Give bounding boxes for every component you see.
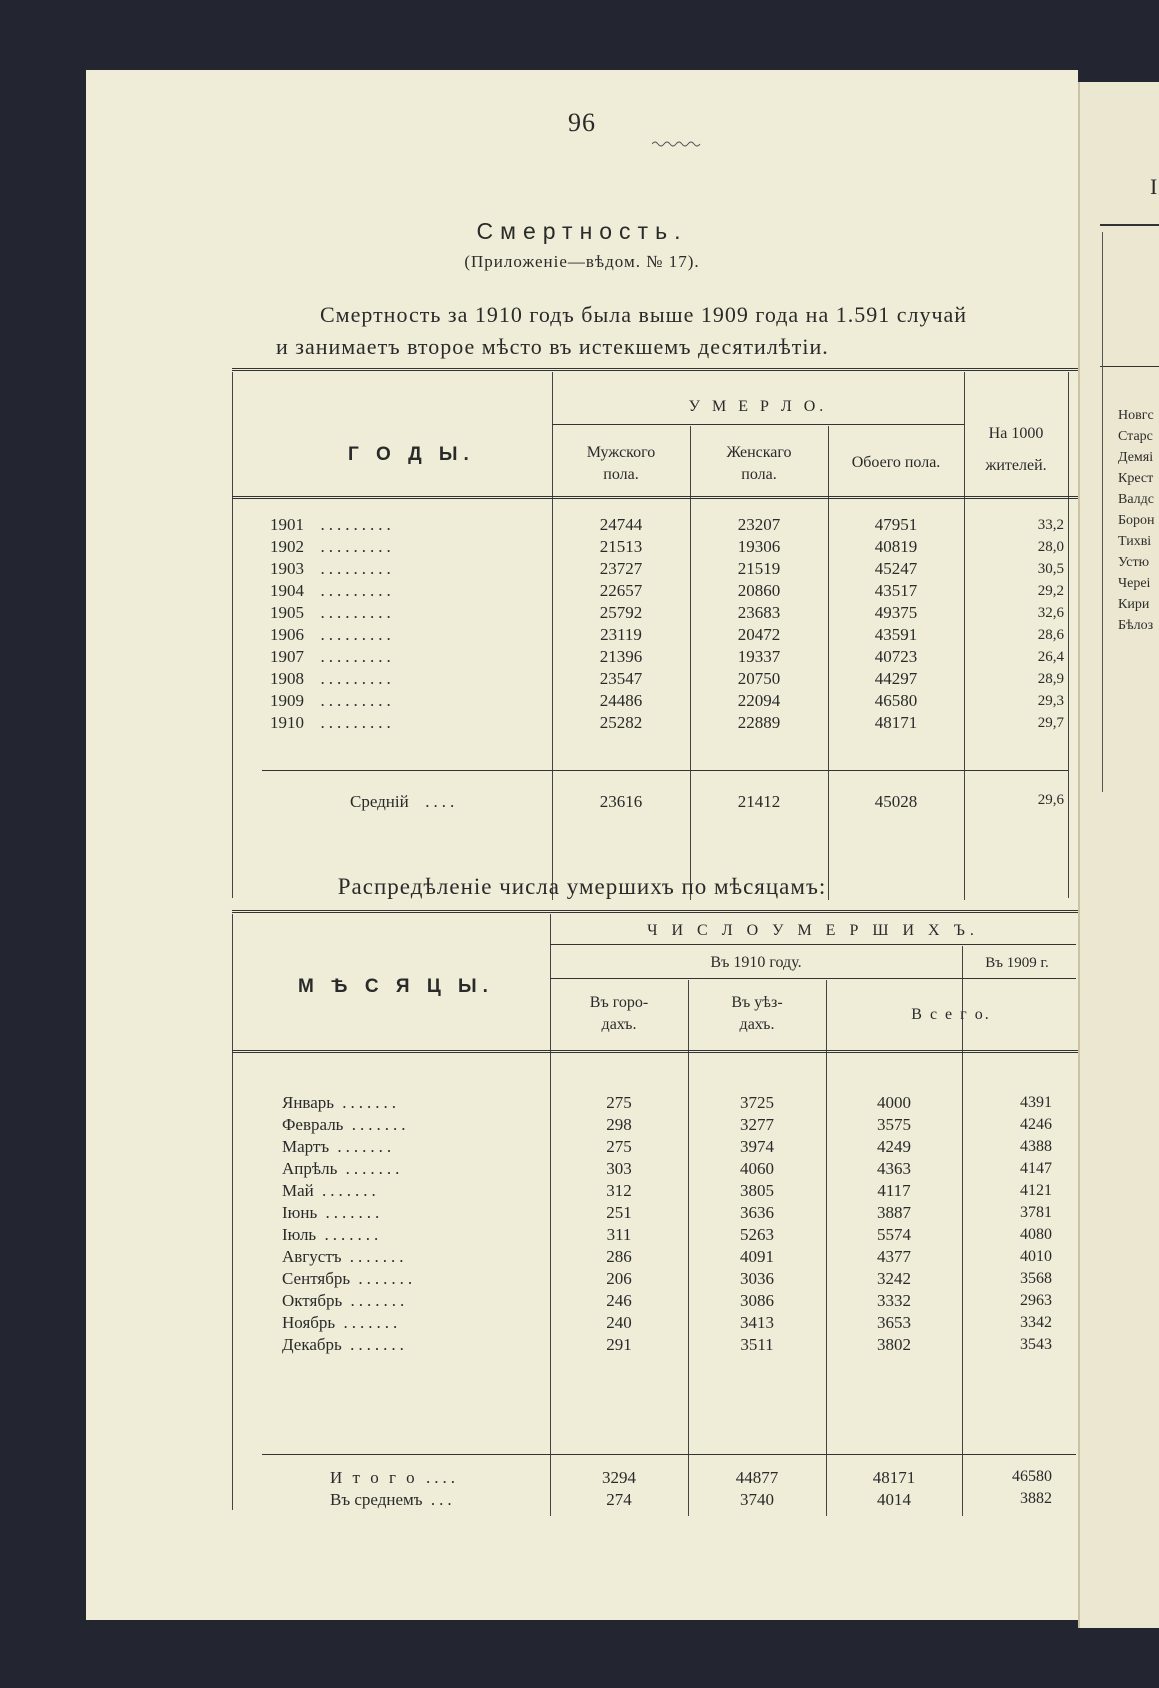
total-row-label: И т о г о .... <box>330 1468 459 1487</box>
subheader-1910: Въ 1910 году. <box>710 954 802 971</box>
cell-1909: 3543 <box>1020 1336 1052 1353</box>
table-rule <box>552 770 1068 771</box>
cell-both: 43591 <box>874 625 918 644</box>
cell-1909: 4121 <box>1020 1182 1052 1199</box>
cell-total: 3242 <box>877 1269 911 1288</box>
cell-districts: 3086 <box>740 1291 774 1310</box>
cell-total: 3575 <box>877 1115 911 1134</box>
col-female-header: Женскаго пола. <box>726 444 792 483</box>
cell-per1000: 32,6 <box>1037 605 1064 621</box>
cell-towns: 206 <box>606 1269 632 1288</box>
col-months-header: М Ѣ С Я Ц Ы. <box>298 976 494 997</box>
year-label: 1908 ......... <box>270 669 395 688</box>
col-towns-header: Въ горо- дахъ. <box>589 994 649 1033</box>
cell-1909: 2963 <box>1020 1292 1052 1309</box>
month-label: Январь ....... <box>282 1093 401 1112</box>
cell-total: 4377 <box>877 1247 911 1266</box>
cell-male: 23119 <box>600 625 642 644</box>
section2-title: Распредѣленіе числа умершихъ по мѣсяцамъ: <box>337 874 827 899</box>
month-label: Декабрь ....... <box>282 1335 408 1354</box>
cell-per1000: 29,3 <box>1037 693 1064 709</box>
cell-1909: 3342 <box>1020 1314 1052 1331</box>
cell-per1000: 29,7 <box>1037 715 1064 731</box>
cell-total: 3653 <box>877 1313 911 1332</box>
cell-districts: 3277 <box>740 1115 774 1134</box>
table-rule <box>232 1050 1078 1053</box>
next-page-row: Борон <box>1118 513 1155 528</box>
month-label: Іюль ....... <box>282 1225 383 1244</box>
total-total: 48171 <box>872 1468 916 1487</box>
next-page-vline <box>1102 232 1103 792</box>
cell-female: 23683 <box>737 603 781 622</box>
total-districts: 44877 <box>735 1468 779 1487</box>
cell-1909: 4147 <box>1020 1160 1052 1177</box>
next-page-row: Череі <box>1118 576 1151 591</box>
year-label: 1905 ......... <box>270 603 395 622</box>
next-page-row: Новгс <box>1118 408 1154 423</box>
month-label: Мартъ ....... <box>282 1137 396 1156</box>
cell-male: 21396 <box>599 647 643 666</box>
average-female: 21412 <box>737 792 781 811</box>
cell-districts: 3413 <box>740 1313 774 1332</box>
year-label: 1902 ......... <box>270 537 395 556</box>
next-page-row: Старс <box>1118 429 1153 444</box>
col-per1000-header: На 1000 жителей. <box>985 425 1047 474</box>
cell-female: 23207 <box>737 515 781 534</box>
cell-male: 23547 <box>599 669 643 688</box>
cell-per1000: 30,5 <box>1037 561 1064 577</box>
month-label: Октябрь ....... <box>282 1291 409 1310</box>
month-label: Май ....... <box>282 1181 380 1200</box>
month-label: Апрѣль ....... <box>282 1159 404 1178</box>
total-1909: 46580 <box>1012 1468 1052 1485</box>
table-rule <box>232 496 1078 499</box>
table-rule <box>552 424 964 425</box>
year-label: 1907 ......... <box>270 647 395 666</box>
avg-1909: 3882 <box>1020 1490 1052 1507</box>
next-page-row: Крест <box>1118 471 1154 486</box>
cell-female: 20750 <box>737 669 781 688</box>
group-header-died: У М Е Р Л О. <box>688 398 828 415</box>
next-page-row: Кири <box>1118 597 1150 612</box>
page-number: 96 <box>568 108 596 137</box>
cell-1909: 4010 <box>1020 1248 1052 1265</box>
cell-districts: 4060 <box>740 1159 774 1178</box>
cell-1909: 4391 <box>1020 1094 1052 1111</box>
cell-female: 21519 <box>737 559 781 578</box>
cell-districts: 4091 <box>740 1247 774 1266</box>
cell-both: 48171 <box>874 713 918 732</box>
average-per1000: 29,6 <box>1037 792 1064 808</box>
cell-districts: 3036 <box>740 1269 774 1288</box>
next-page-row: Тихві <box>1118 534 1152 549</box>
cell-per1000: 28,9 <box>1037 671 1064 687</box>
cell-both: 45247 <box>874 559 918 578</box>
cell-per1000: 28,6 <box>1037 627 1064 643</box>
col-both-header: Обоего пола. <box>851 454 941 471</box>
page-title: Смертность. <box>476 218 688 244</box>
cell-male: 24744 <box>599 515 643 534</box>
cell-towns: 291 <box>606 1335 632 1354</box>
next-page-row: Валдс <box>1118 492 1154 507</box>
cell-male: 24486 <box>599 691 643 710</box>
cell-towns: 275 <box>606 1093 632 1112</box>
month-label: Сентябрь ....... <box>282 1269 417 1288</box>
avg-row-label: Въ среднемъ ... <box>330 1490 456 1509</box>
cell-total: 4249 <box>877 1137 911 1156</box>
cell-towns: 246 <box>606 1291 632 1310</box>
year-label: 1903 ......... <box>270 559 395 578</box>
cell-female: 19306 <box>737 537 781 556</box>
cell-1909: 3781 <box>1020 1204 1052 1221</box>
next-page-rule <box>1100 366 1159 367</box>
cell-both: 44297 <box>874 669 918 688</box>
cell-1909: 3568 <box>1020 1270 1052 1287</box>
next-page-rule <box>1100 224 1159 226</box>
year-label: 1906 ......... <box>270 625 395 644</box>
cell-both: 40723 <box>874 647 918 666</box>
cell-total: 4117 <box>877 1181 911 1200</box>
cell-female: 20472 <box>737 625 781 644</box>
cell-male: 22657 <box>599 581 643 600</box>
next-page-row: Бѣлоз <box>1118 618 1154 633</box>
cell-towns: 275 <box>606 1137 632 1156</box>
month-label: Февраль ....... <box>282 1115 410 1134</box>
year-label: 1909 ......... <box>270 691 395 710</box>
total-towns: 3294 <box>602 1468 636 1487</box>
cell-per1000: 28,0 <box>1037 539 1064 555</box>
cell-both: 43517 <box>874 581 918 600</box>
document-page <box>86 70 1078 1620</box>
avg-districts: 3740 <box>740 1490 774 1509</box>
table-rule <box>232 368 1078 371</box>
table-rule <box>550 978 1076 979</box>
cell-towns: 298 <box>606 1115 632 1134</box>
average-male: 23616 <box>599 792 643 811</box>
page-subtitle: (Приложеніе—вѣдом. № 17). <box>464 252 700 271</box>
cell-both: 46580 <box>874 691 918 710</box>
cell-districts: 3974 <box>740 1137 774 1156</box>
cell-total: 4363 <box>877 1159 911 1178</box>
cell-towns: 240 <box>606 1313 632 1332</box>
next-page-edge <box>1078 82 1159 1628</box>
group-header-deaths: Ч И С Л О У М Е Р Ш И Х Ъ. <box>647 922 979 939</box>
table-rule <box>232 910 1078 913</box>
table-border <box>232 372 233 898</box>
table-rule <box>550 944 1076 945</box>
cell-male: 25792 <box>599 603 643 622</box>
table-rule <box>262 770 552 771</box>
cell-1909: 4246 <box>1020 1116 1052 1133</box>
cell-districts: 3725 <box>740 1093 774 1112</box>
average-label: Средній .... <box>350 792 459 811</box>
table-border <box>232 914 233 1510</box>
col-male-header: Мужского пола. <box>586 444 656 483</box>
cell-both: 49375 <box>874 603 918 622</box>
cell-female: 22094 <box>737 691 781 710</box>
cell-districts: 5263 <box>740 1225 774 1244</box>
avg-towns: 274 <box>606 1490 632 1509</box>
year-label: 1901 ......... <box>270 515 395 534</box>
cell-both: 40819 <box>874 537 918 556</box>
col-districts-header: Въ уѣз- дахъ. <box>731 994 783 1033</box>
cell-per1000: 26,4 <box>1037 649 1064 665</box>
cell-female: 22889 <box>737 713 781 732</box>
squiggle-ornament <box>652 140 702 148</box>
table-border <box>1068 372 1069 898</box>
cell-towns: 251 <box>606 1203 632 1222</box>
cell-1909: 4080 <box>1020 1226 1052 1243</box>
month-label: Августъ ....... <box>282 1247 408 1266</box>
cell-districts: 3805 <box>740 1181 774 1200</box>
cell-1909: 4388 <box>1020 1138 1052 1155</box>
cell-male: 25282 <box>599 713 643 732</box>
cell-per1000: 29,2 <box>1037 583 1064 599</box>
cell-per1000: 33,2 <box>1037 517 1064 533</box>
cell-male: 21513 <box>599 537 643 556</box>
cell-total: 3332 <box>877 1291 911 1310</box>
paragraph-line-1: Смертность за 1910 годъ была выше 1909 года на 1.591 случай <box>320 302 968 327</box>
next-page-row: Демяі <box>1118 450 1154 465</box>
next-page-letter: I <box>1150 174 1158 199</box>
table-rule <box>262 1454 1076 1455</box>
year-label: 1904 ......... <box>270 581 395 600</box>
month-label: Іюнь ....... <box>282 1203 384 1222</box>
average-both: 45028 <box>874 792 918 811</box>
subheader-1909: Въ 1909 г. <box>985 955 1049 971</box>
cell-towns: 312 <box>606 1181 632 1200</box>
cell-districts: 3636 <box>740 1203 774 1222</box>
cell-total: 4000 <box>877 1093 911 1112</box>
cell-total: 5574 <box>877 1225 911 1244</box>
month-label: Ноябрь ....... <box>282 1313 402 1332</box>
cell-total: 3887 <box>877 1203 911 1222</box>
col-total-header: В с е г о. <box>911 1006 991 1023</box>
cell-total: 3802 <box>877 1335 911 1354</box>
cell-districts: 3511 <box>740 1335 774 1354</box>
avg-total: 4014 <box>877 1490 911 1509</box>
col-years-header: Г О Д Ы. <box>348 444 475 465</box>
cell-towns: 286 <box>606 1247 632 1266</box>
cell-towns: 311 <box>606 1225 632 1244</box>
cell-towns: 303 <box>606 1159 632 1178</box>
cell-male: 23727 <box>599 559 643 578</box>
paragraph-line-2: и занимаетъ второе мѣсто въ истекшемъ десятилѣтіи. <box>276 334 829 359</box>
cell-female: 20860 <box>737 581 781 600</box>
cell-both: 47951 <box>874 515 918 534</box>
cell-female: 19337 <box>737 647 781 666</box>
year-label: 1910 ......... <box>270 713 395 732</box>
next-page-row: Устю <box>1118 555 1150 570</box>
